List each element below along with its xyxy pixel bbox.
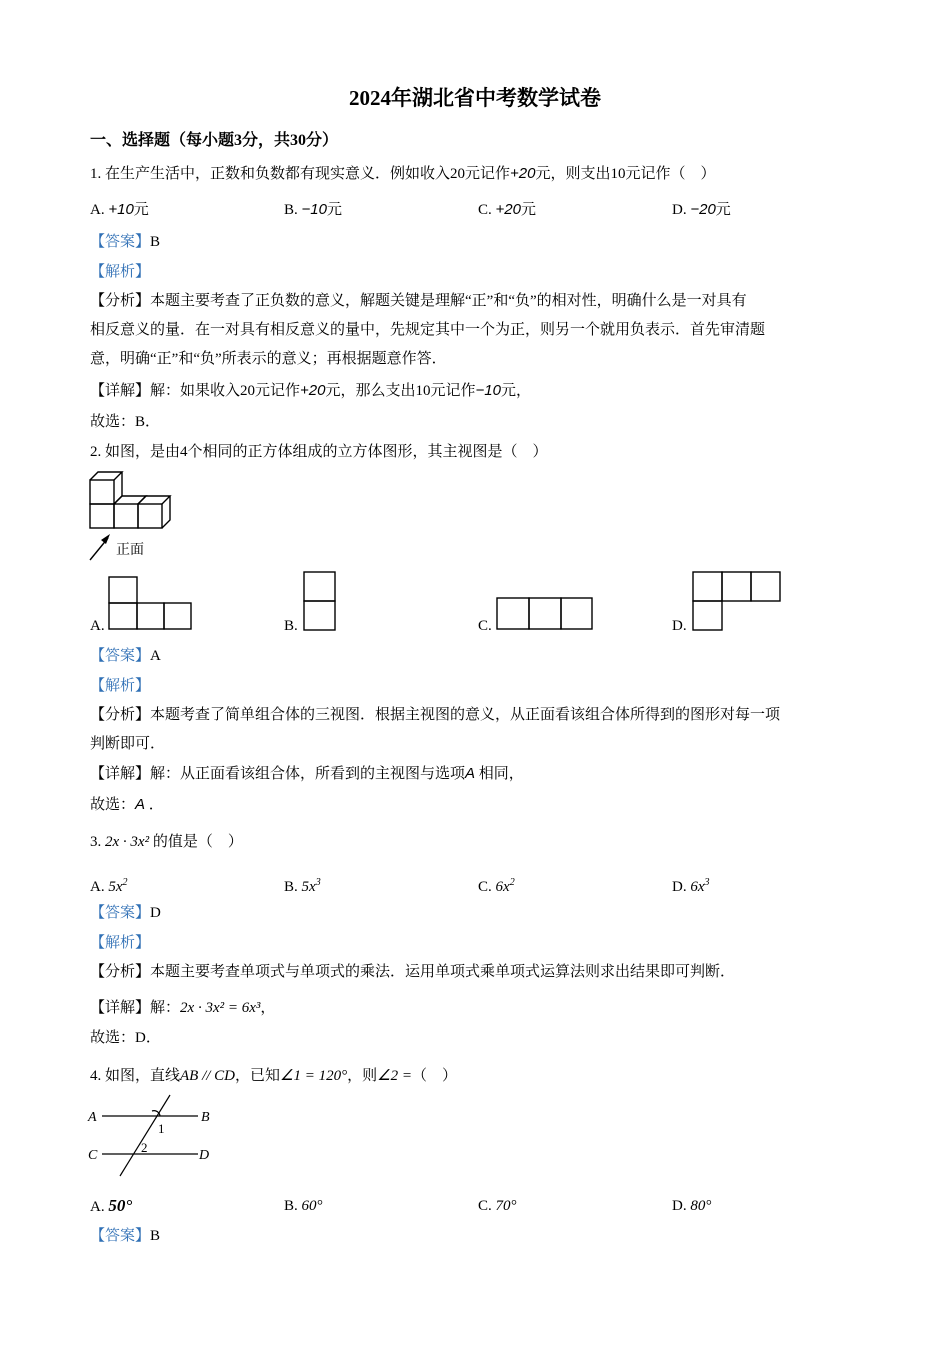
q2-detail: 【详解】解：从正面看该组合体，所看到的主视图与选项A 相同， [90,765,524,782]
q4-angle-1-label: 1 [158,1121,165,1136]
q4-answer: 【答案】B [90,1228,161,1244]
q4-label-d: D [199,1148,210,1163]
page-title: 2024年湖北省中考数学试卷 [349,86,601,110]
q1-option-a: A. +10元 [90,201,149,218]
q2-option-d-letter: D. [672,618,687,634]
q4-option-a: A. 50° [90,1196,133,1215]
q2-explain-label: 【解析】 [90,678,151,694]
q4-stem: 4. 如图，直线AB // CD，已知∠1 = 120°，则∠2 =（ ） [90,1068,457,1084]
q2-option-a-letter: A. [90,618,105,634]
q1-analysis-line3: 意，明确“正”和“负”所表示的意义；再根据题意作答． [90,351,447,367]
q3-option-c: C. $6x^2$ [478,877,515,895]
q2-analysis-line1: 【分析】本题考查了简单组合体的三视图．根据主视图的意义，从正面看该组合体所得到的图形对每一项 [90,707,781,723]
q1-answer: 【答案】B [90,234,161,250]
q1-option-c: C. +20元 [478,201,536,218]
q4-option-d: D. 80° [672,1198,712,1214]
q2-option-c-letter: C. [478,618,492,634]
q1-option-d: D. −20元 [672,201,731,218]
q2-option-b-letter: B. [284,618,298,634]
q2-option-a-figure [108,576,193,636]
q3-explain-label: 【解析】 [90,935,151,951]
q4-label-c: C [88,1148,98,1163]
q1-explain-label: 【解析】 [90,264,151,280]
q4-label-b: B [201,1110,210,1125]
section-heading: 一、选择题（每小题3分，共30分） [90,132,339,149]
q2-option-b-figure [303,571,337,631]
q3-option-b: B. $5x^3$ [284,877,321,895]
q1-stem: 1. 在生产生活中，正数和负数都有现实意义．例如收入20元记作+20元，则支出10元记作（ ） [90,165,716,182]
q3-stem: 3. 2x · 3x² 的值是（ ） [90,834,243,850]
q4-label-a: A [88,1110,97,1125]
q3-analysis: 【分析】本题主要考查单项式与单项式的乘法．运用单项式乘单项式运算法则求出结果即可判断． [90,964,736,980]
q2-answer: 【答案】A [90,648,161,664]
q3-option-d: D. $6x^3$ [672,877,710,895]
q3-choose: 故选：D． [90,1030,161,1046]
q1-choose: 故选：B． [90,414,161,430]
q4-option-c: C. 70° [478,1198,517,1214]
q2-analysis-line2: 判断即可． [90,736,166,752]
q2-front-label: 正面 [116,542,144,558]
q2-choose: 故选：A ． [90,796,164,813]
q2-stem: 2. 如图，是由4个相同的正方体组成的立方体图形，其主视图是（ ） [90,444,548,460]
q3-option-a: A. $5x^2$ [90,877,128,895]
q1-analysis-line2: 相反意义的量．在一对具有相反意义的量中，先规定其中一个为正，则另一个就用负表示．首先审清题 [90,322,766,338]
q1-analysis-line1: 【分析】本题主要考查了正负数的意义，解题关键是理解“正”和“负”的相对性，明确什么是一对具有 [90,293,747,309]
q4-option-b: B. 60° [284,1198,323,1214]
q3-answer: 【答案】D [90,905,161,921]
q2-option-c-figure [496,597,594,631]
q3-detail: 【详解】解：2x · 3x² = 6x³， [90,1000,276,1016]
q1-stem-math: +20 [510,165,536,182]
q4-parallel-lines-figure [88,1095,218,1180]
q4-angle-2-label: 2 [141,1140,148,1155]
q2-option-d-figure [692,571,782,631]
q1-option-b: B. −10元 [284,201,342,218]
q1-detail: 【详解】解：如果收入20元记作+20元，那么支出10元记作−10元， [90,382,531,399]
